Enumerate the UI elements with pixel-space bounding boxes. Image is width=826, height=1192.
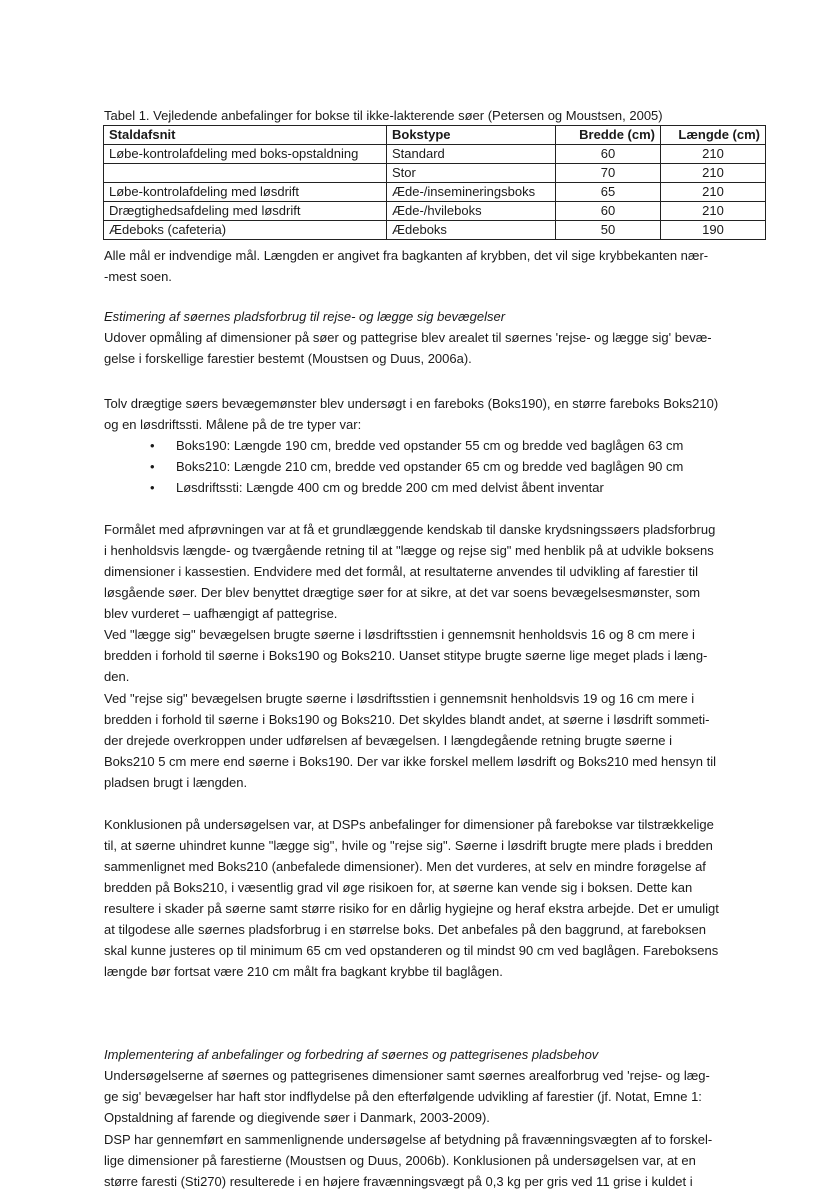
paragraph bbox=[104, 814, 784, 982]
text-line: ge sig' bevægelser har haft stor indflydelse på den efterfølgende udvikling af farestier (jf. Notat, Emne 1: bbox=[104, 1089, 702, 1104]
text-line: Ved "rejse sig" bevægelsen brugte søerne i løsdriftsstien i gennemsnit henholdsvis 19 og 16 cm mere i bbox=[104, 691, 695, 706]
text-line: Udover opmåling af dimensioner på søer og pattegrise blev arealet til søernes 'rejse- og lægge sig' bevæ- bbox=[104, 330, 712, 345]
paragraph bbox=[104, 327, 784, 369]
column-header: Staldafsnit bbox=[104, 126, 387, 145]
text-line: til, at søerne uhindret kunne "lægge sig", hvile og "rejse sig". Søerne i løsdrift brugte mere plads i bredden bbox=[104, 838, 713, 853]
list-item-text: Boks190: Længde 190 cm, bredde ved opstander 55 cm og bredde ved baglågen 63 cm bbox=[176, 438, 684, 453]
text-line: dimensioner i kassestien. Endvidere med det formål, at resultaterne anvendes til udvikling af farestier til bbox=[104, 564, 698, 579]
column-header: Længde (cm) bbox=[661, 126, 766, 145]
text-line: og en løsdriftssti. Målene på de tre typer var: bbox=[104, 417, 362, 432]
text-line: Formålet med afprøvningen var at få et grundlæggende kendskab til danske krydsningssøers pladsforbrug bbox=[104, 522, 716, 537]
text-line: Ved "lægge sig" bevægelsen brugte søerne i løsdriftsstien i gennemsnit henholdsvis 16 og 8 cm mere i bbox=[104, 627, 695, 642]
text-line: Undersøgelserne af søernes og pattegrisenes dimensioner samt søernes arealforbrug ved 'rejse- og læg- bbox=[104, 1068, 710, 1083]
text-line: bredden i forhold til søerne i Boks190 og Boks210. Det skyldes blandt andet, at søerne i løsdrift sommeti- bbox=[104, 712, 710, 727]
list-item-text: Boks210: Længde 210 cm, bredde ved opstander 65 cm og bredde ved baglågen 90 cm bbox=[176, 459, 684, 474]
text-line: Konklusionen på undersøgelsen var, at DSPs anbefalinger for dimensioner på farebokse var tilstrækkelige bbox=[104, 817, 714, 832]
recommendations-table bbox=[103, 125, 766, 240]
section-heading: Implementering af anbefalinger og forbedring af søernes og pattegrisenes pladsbehov bbox=[104, 1047, 599, 1062]
note-line: -mest soen. bbox=[104, 269, 172, 284]
table-caption: Tabel 1. Vejledende anbefalinger for bokse til ikke-lakterende søer (Petersen og Moustsen, 2005) bbox=[104, 108, 663, 123]
section-implementering bbox=[104, 1044, 784, 1128]
table-cell bbox=[104, 164, 387, 183]
table-cell: 60 bbox=[556, 202, 661, 221]
table-row bbox=[104, 145, 766, 164]
text-line: i henholdsvis længde- og tværgående retning til at "lægge og rejse sig" med henblik på at udvikle boksens bbox=[104, 543, 714, 558]
table-cell: 210 bbox=[661, 145, 766, 164]
table-row bbox=[104, 202, 766, 221]
bullet-icon: • bbox=[150, 480, 155, 495]
section-heading: Estimering af søernes pladsforbrug til rejse- og lægge sig bevægelser bbox=[104, 309, 506, 324]
text-line: den. bbox=[104, 669, 130, 684]
column-header: Bredde (cm) bbox=[556, 126, 661, 145]
text-line: længde bør fortsat være 210 cm målt fra bagkant krybbe til baglågen. bbox=[104, 964, 503, 979]
paragraph bbox=[104, 1129, 784, 1192]
text-line: skal kunne justeres op til minimum 65 cm ved opstanderen og til mindst 90 cm ved baglågen. Fareboksens bbox=[104, 943, 719, 958]
table-cell: 60 bbox=[556, 145, 661, 164]
bullet-list bbox=[150, 435, 683, 498]
text-line: Tolv drægtige søers bevægemønster blev undersøgt i en fareboks (Boks190), en større fareboks Boks210) bbox=[104, 396, 719, 411]
text-line: gelse i forskellige farestier bestemt (Moustsen og Duus, 2006a). bbox=[104, 351, 472, 366]
table-cell: 65 bbox=[556, 183, 661, 202]
table-cell: 70 bbox=[556, 164, 661, 183]
table-note bbox=[104, 245, 784, 287]
table-header-row bbox=[104, 126, 766, 145]
column-header: Bokstype bbox=[387, 126, 556, 145]
text-line: resultere i skader på søerne samt større risiko for en dårlig hygiejne og heraf ekstra arbejde. Det er umuligt bbox=[104, 901, 719, 916]
paragraph bbox=[104, 688, 784, 793]
table-cell: Stor bbox=[387, 164, 556, 183]
text-line: løsgående søer. Der blev benyttet drægtige søer for at sikre, at det var soens bevægelsesmønster, som bbox=[104, 585, 701, 600]
table-cell: Løbe-kontrolafdeling med boks-opstaldning bbox=[104, 145, 387, 164]
table-cell: Æde-/insemineringsboks bbox=[387, 183, 556, 202]
table-cell: 210 bbox=[661, 202, 766, 221]
table-cell: Ædeboks bbox=[387, 221, 556, 240]
text-line: pladsen brugt i længden. bbox=[104, 775, 248, 790]
table-cell: 50 bbox=[556, 221, 661, 240]
list-item bbox=[150, 435, 683, 456]
text-line: større faresti (Sti270) resulterede i en højere fravænningsvægt på 0,3 kg per gris ved 11 grise i kuldet i bbox=[104, 1174, 693, 1189]
text-line: sammenlignet med Boks210 (anbefalede dimensioner). Men det vurderes, at selv en mindre forøgelse af bbox=[104, 859, 706, 874]
text-line: der drejede overkroppen under udførelsen af bevægelsen. I længdegående retning brugte søerne i bbox=[104, 733, 673, 748]
table-row bbox=[104, 164, 766, 183]
text-line: lige dimensioner på farestierne (Moustsen og Duus, 2006b). Konklusionen på undersøgelsen var, at en bbox=[104, 1153, 696, 1168]
list-item bbox=[150, 477, 683, 498]
paragraph bbox=[104, 624, 784, 687]
note-line: Alle mål er indvendige mål. Længden er angivet fra bagkanten af krybben, det vil sige krybbekanten nær- bbox=[104, 248, 709, 263]
text-line: bredden på Boks210, i væsentlig grad vil øge risikoen for, at søerne kan vende sig i boksen. Dette kan bbox=[104, 880, 693, 895]
text-line: DSP har gennemført en sammenlignende undersøgelse af betydning på fravænningsvægten af to forskel- bbox=[104, 1132, 713, 1147]
table-cell: 210 bbox=[661, 183, 766, 202]
text-line: bredden i forhold til søerne i Boks190 og Boks210. Uanset stitype brugte søerne lige meget plads i læng- bbox=[104, 648, 708, 663]
bullet-icon: • bbox=[150, 438, 155, 453]
table-cell: Løbe-kontrolafdeling med løsdrift bbox=[104, 183, 387, 202]
bullet-icon: • bbox=[150, 459, 155, 474]
paragraph bbox=[104, 393, 784, 435]
table-row bbox=[104, 221, 766, 240]
text-line: Boks210 5 cm mere end søerne i Boks190. Der var ikke forskel mellem løsdrift og Boks210 med hensyn til bbox=[104, 754, 716, 769]
text-line: at tilgodese alle søernes pladsforbrug i en størrelse boks. Det anbefales på den baggrund, at fareboksen bbox=[104, 922, 706, 937]
paragraph bbox=[104, 519, 784, 624]
table-cell: Standard bbox=[387, 145, 556, 164]
table-cell: Drægtighedsafdeling med løsdrift bbox=[104, 202, 387, 221]
table-row bbox=[104, 183, 766, 202]
table-cell: 210 bbox=[661, 164, 766, 183]
text-line: blev vurderet – uafhængigt af pattegrise. bbox=[104, 606, 338, 621]
text-line: Opstaldning af farende og diegivende søer i Danmark, 2003-2009). bbox=[104, 1110, 490, 1125]
paragraph bbox=[104, 1065, 784, 1128]
list-item bbox=[150, 456, 683, 477]
table-cell: 190 bbox=[661, 221, 766, 240]
section-estimering bbox=[104, 306, 784, 369]
list-item-text: Løsdriftssti: Længde 400 cm og bredde 200 cm med delvist åbent inventar bbox=[176, 480, 604, 495]
table-cell: Ædeboks (cafeteria) bbox=[104, 221, 387, 240]
table-cell: Æde-/hvileboks bbox=[387, 202, 556, 221]
